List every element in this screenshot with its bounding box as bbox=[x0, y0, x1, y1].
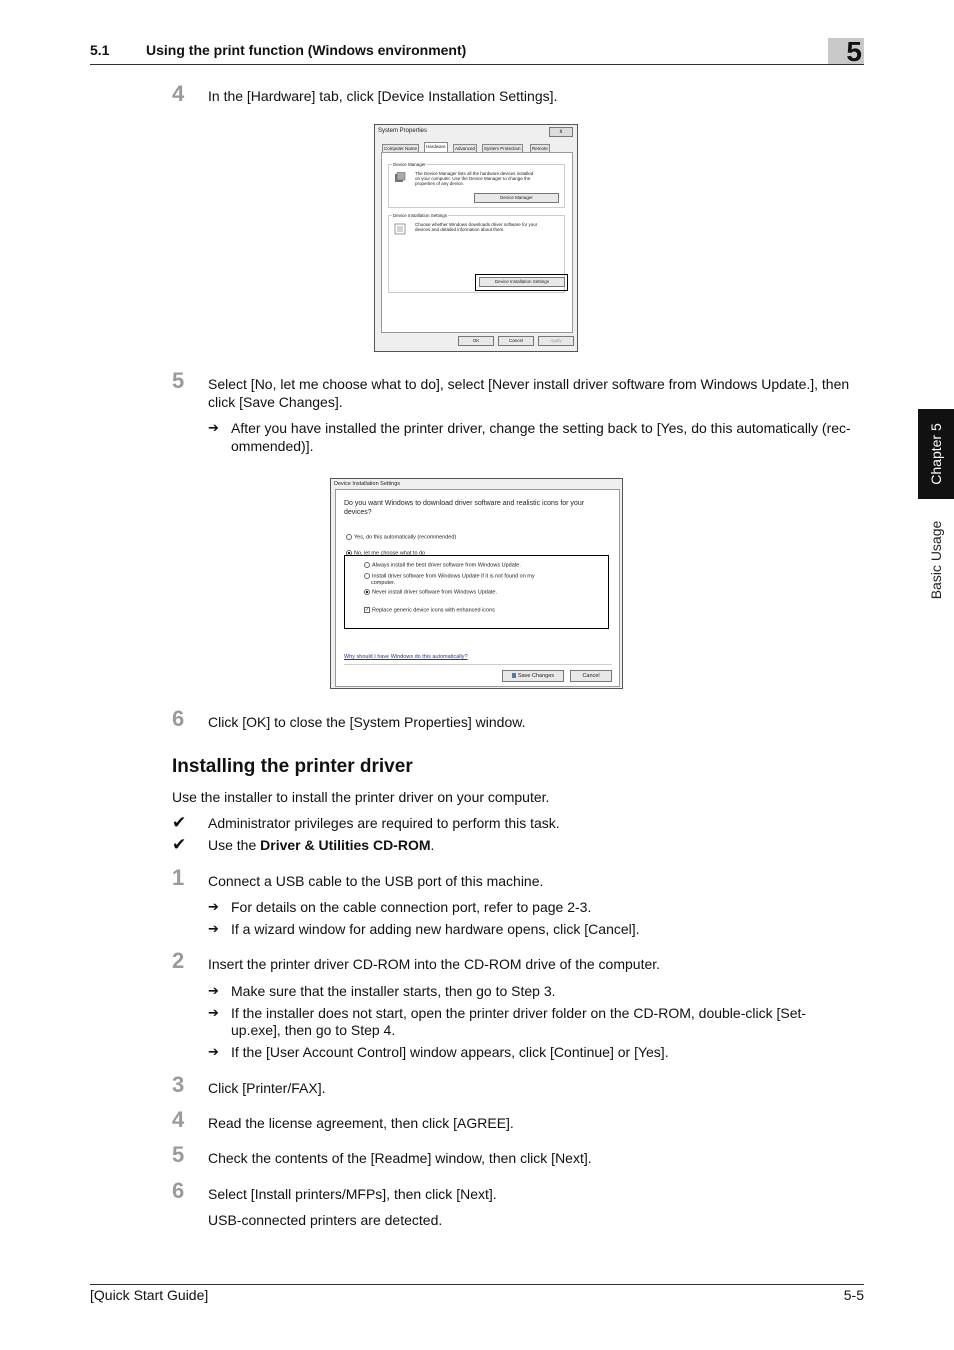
prerequisite-prefix: Use the bbox=[208, 837, 261, 853]
checklist-icon bbox=[394, 223, 406, 235]
step-text: Click [Printer/FAX]. bbox=[208, 1080, 326, 1096]
step-number: 5 bbox=[172, 1142, 185, 1167]
section-side-tab bbox=[918, 505, 954, 615]
step-result: USB-connected printers are detected. bbox=[208, 1212, 443, 1228]
computer-icon bbox=[394, 172, 406, 184]
help-link[interactable]: Why should I have Windows do this automatically? bbox=[344, 654, 468, 660]
tab-remote[interactable]: Remote bbox=[532, 146, 548, 151]
dialog-question bbox=[344, 499, 612, 517]
apply-button[interactable]: Apply bbox=[538, 336, 574, 346]
ok-button[interactable]: OK bbox=[458, 336, 494, 346]
description-line: properties of any device. bbox=[415, 181, 465, 186]
option-label-continued: computer. bbox=[371, 580, 396, 586]
check-icon: ✔ bbox=[172, 813, 187, 832]
close-icon[interactable]: x bbox=[549, 127, 573, 137]
window-title: System Properties bbox=[378, 128, 428, 134]
device-manager-group bbox=[388, 164, 565, 208]
arrow-icon: ➔ bbox=[208, 1044, 219, 1059]
footer-guide-name: [Quick Start Guide] bbox=[90, 1287, 209, 1303]
tab-panel bbox=[381, 152, 573, 333]
option-label: No, let me choose what to do bbox=[354, 550, 426, 557]
step-text: Read the license agreement, then click [AGREE]. bbox=[208, 1115, 514, 1131]
note-text: For details on the cable connection port, refer to page 2-3. bbox=[231, 899, 592, 915]
chapter-badge-number: 5 bbox=[846, 36, 862, 67]
divider bbox=[344, 664, 612, 665]
shield-icon bbox=[512, 673, 516, 678]
section-side-label: Basic Usage bbox=[928, 520, 944, 600]
prerequisite-text bbox=[208, 836, 434, 854]
option-yes[interactable] bbox=[346, 534, 456, 540]
step-text: Check the contents of the [Readme] window, then click [Next]. bbox=[208, 1150, 592, 1166]
step-text: Connect a USB cable to the USB port of this machine. bbox=[208, 873, 544, 889]
arrow-icon: ➔ bbox=[208, 921, 219, 936]
tab-hardware[interactable]: Hardware bbox=[424, 142, 448, 153]
note-text: If the [User Account Control] window appears, click [Continue] or [Yes]. bbox=[231, 1044, 669, 1060]
arrow-icon: ➔ bbox=[208, 1005, 219, 1020]
option-label: Yes, do this automatically (recommended) bbox=[354, 534, 457, 541]
footer-rule bbox=[90, 1284, 864, 1285]
arrow-icon: ➔ bbox=[208, 983, 219, 998]
group-label: Device Installation Settings bbox=[393, 213, 448, 218]
note-text-line: If the installer does not start, open the printer driver folder on the CD-ROM, double-click [Set- bbox=[231, 1005, 807, 1021]
dialog-body bbox=[335, 489, 620, 687]
device-installation-settings-screenshot bbox=[330, 478, 623, 689]
tab-system-protection[interactable]: System Protection bbox=[484, 146, 521, 151]
save-changes-button[interactable] bbox=[502, 670, 564, 682]
arrow-icon: ➔ bbox=[208, 420, 219, 435]
description-line: on your computer. Use the Device Manager to change the bbox=[415, 176, 531, 181]
check-icon: ✔ bbox=[172, 835, 187, 854]
device-installation-settings-button[interactable]: Device Installation Settings bbox=[479, 277, 565, 287]
highlight-box bbox=[475, 274, 568, 291]
step-text: Click [OK] to close the [System Properties] window. bbox=[208, 714, 526, 730]
option-label: Never install driver software from Windows Update. bbox=[372, 589, 498, 596]
section-heading: Installing the printer driver bbox=[172, 756, 413, 777]
checkbox-label: Replace generic device icons with enhanced icons bbox=[372, 607, 495, 614]
cancel-button[interactable]: Cancel bbox=[498, 336, 534, 346]
description-line: The Device Manager lists all the hardware devices installed bbox=[415, 171, 534, 176]
note-text: Make sure that the installer starts, then go to Step 3. bbox=[231, 983, 556, 999]
device-manager-description bbox=[415, 171, 533, 186]
step-number: 1 bbox=[172, 865, 185, 890]
question-line: devices? bbox=[344, 509, 372, 516]
checkbox-checked-icon: ✓ bbox=[365, 607, 370, 613]
step-text: In the [Hardware] tab, click [Device Installation Settings]. bbox=[208, 88, 558, 104]
note-text-line: up.exe], then go to Step 4. bbox=[231, 1022, 396, 1038]
button-label: Save Changes bbox=[517, 673, 555, 679]
note-text-line: After you have installed the printer driver, change the setting back to [Yes, do this automatically (rec- bbox=[231, 420, 851, 436]
question-line: Do you want Windows to download driver software and realistic icons for your bbox=[344, 500, 585, 507]
intro-text: Use the installer to install the printer driver on your computer. bbox=[172, 789, 550, 805]
cancel-button[interactable]: Cancel bbox=[570, 670, 612, 682]
chapter-side-label: Chapter 5 bbox=[928, 423, 944, 485]
description-line: Choose whether Windows downloads driver software for your bbox=[415, 222, 538, 227]
step-number: 4 bbox=[172, 1107, 185, 1132]
note-text: If a wizard window for adding new hardware opens, click [Cancel]. bbox=[231, 921, 640, 937]
radio-icon bbox=[346, 534, 352, 540]
step-text-line: click [Save Changes]. bbox=[208, 394, 343, 410]
step-number: 4 bbox=[172, 81, 185, 106]
chapter-badge bbox=[828, 36, 864, 67]
section-number: 5.1 bbox=[90, 42, 110, 58]
step-number: 3 bbox=[172, 1072, 185, 1097]
prerequisite-suffix: . bbox=[430, 837, 435, 853]
tab-computer-name[interactable]: Computer Name bbox=[384, 146, 418, 151]
window-title: Device Installation Settings bbox=[334, 481, 401, 487]
page-number: 5-5 bbox=[843, 1287, 864, 1303]
group-label: Device Manager bbox=[393, 162, 426, 167]
highlight-box bbox=[344, 555, 609, 629]
step-number: 5 bbox=[172, 368, 185, 393]
step-number: 6 bbox=[172, 1178, 185, 1203]
option-label: Install driver software from Windows Update if it is not found on my bbox=[372, 573, 535, 580]
cd-rom-name: Driver & Utilities CD-ROM bbox=[260, 837, 431, 853]
arrow-icon: ➔ bbox=[208, 899, 219, 914]
step-text: Insert the printer driver CD-ROM into the CD-ROM drive of the computer. bbox=[208, 956, 661, 972]
step-number: 2 bbox=[172, 948, 185, 973]
step-number: 6 bbox=[172, 706, 185, 731]
step-text: Select [Install printers/MFPs], then click [Next]. bbox=[208, 1186, 497, 1202]
prerequisite-text: Administrator privileges are required to perform this task. bbox=[208, 815, 560, 831]
step-text-line: Select [No, let me choose what to do], select [Never install driver software from Windows Update.], then bbox=[208, 376, 850, 392]
device-installation-description bbox=[415, 222, 537, 232]
description-line: devices and detailed information about them. bbox=[415, 227, 505, 232]
section-title: Using the print function (Windows environment) bbox=[146, 42, 467, 58]
note-text-line: ommended)]. bbox=[231, 438, 314, 454]
system-properties-screenshot bbox=[374, 124, 578, 352]
device-manager-button[interactable]: Device Manager bbox=[474, 193, 559, 203]
header-rule bbox=[90, 64, 864, 65]
chapter-side-tab bbox=[918, 409, 954, 499]
tab-advanced[interactable]: Advanced bbox=[455, 146, 476, 151]
option-label: Always install the best driver software from Windows Update. bbox=[372, 562, 521, 569]
